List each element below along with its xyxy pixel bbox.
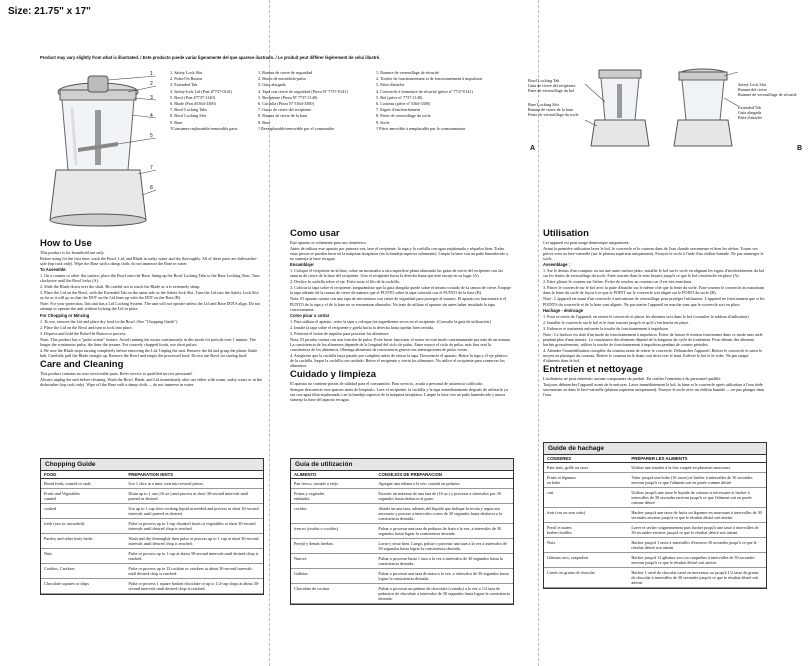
hint-cell: Use 1 slice at a time, torn into several pieces. (125, 479, 263, 489)
part-item: 9. Base (258, 119, 271, 125)
hint-cell: Hacher jusqu'à une tasse de fruits ou légumes en morceaux à intervalles de 30 secondes environ jusqu'à ce que le résultat désiré soit atteint. (628, 508, 766, 523)
hint-cell: Laver et sécher soigneusement puis hacher jusqu'à une tasse à intervalles de 30 secondes environ jusqu'à ce que le résultat désiré soit atteint. (628, 523, 766, 538)
section-title: Utilisation (543, 228, 589, 239)
subheading: Ensamblaje: (290, 262, 315, 268)
hint-cell: Utiliser jusqu'à une tasse le liquide de cuisson si nécessaire et hacher à intervalles de 30 secondes environ jusqu'à ce que l'aliment soit en purée comme désiré (628, 488, 766, 508)
hint-cell: Vider jusqu'à une boîte (16 onces) et hacher à intervalles de 30 secondes environ jusqu'à ce que l'aliment soit en purée comme désiré (628, 473, 766, 488)
column-header: CONSERES (544, 455, 628, 463)
size-title: Size: 21.75" x 17" (8, 6, 91, 17)
food-cell: cocidos (291, 504, 375, 524)
callout-label: Safety Lock Slot (738, 82, 767, 87)
column-french (543, 228, 765, 398)
paragraph: Avant la première utilisation laver le bol, le couvercle et le couteau dans de l'eau chaude savonneuse et bien les sécher. Toutes ces pièces vont au lave-vaisselle (sur le plateau supérieur uniquement). Essuyer le socle à l'aide d'un chiffon humide. Ne pas immerger le socle. (543, 246, 764, 262)
part-item: 5. Bol (pièce nº 7737-1140) (376, 94, 423, 100)
table-row (41, 489, 263, 504)
part-item: 7. Ergots d'enclenchement (376, 107, 421, 113)
guide-body (41, 479, 263, 594)
step: 4. Attendre l'immobilisation complète du couteau avant de retirer le couvercle. Débrancher l'appareil. Retirer le couvercle et saisir le moyeu en plastique du couteau. Retirer le couteau en le tirant tout droit vers le haut. Enlever le bol et le vider. Ne pas ranger d'aliments dans le bol. (543, 347, 763, 363)
step: 3. Enfoncer et maintenir enfoncée la touche de fonctionnement à impulsion. (543, 325, 669, 331)
part-item: 3. Extended Tab (170, 82, 198, 88)
svg-text:8: 8 (150, 185, 153, 191)
food-cell: cuit (544, 488, 628, 508)
food-cell: Chocolate de cocinar (291, 584, 375, 604)
food-cell: Cookies, Crackers (41, 564, 125, 579)
step: 2. Slide the Blade down over the shaft. Be careful not to touch the Blade as it is extremely sharp. (40, 284, 201, 290)
table-row (544, 508, 766, 523)
parts-list-en (170, 70, 237, 132)
food-cell: Carrés ou grains de chocolat (544, 568, 628, 588)
column-header: ALIMENTO (291, 471, 375, 479)
hint-cell: Pulsar o procesar una taza de masa a la vez, a intervalos de 30 segundos hasta lograr la consistencia deseada. (375, 569, 513, 584)
paragraph: Cet appareil est pour usage domestique uniquement. (543, 240, 630, 245)
step: 3. Presione el botón de impulso para procesar los alimentos. (290, 330, 390, 336)
table-row (41, 549, 263, 564)
section-title: Como usar (290, 228, 340, 239)
step: 3. Depress and hold the Pulse/On Button to process. (40, 330, 127, 336)
part-item: 4. Couvercle à fermeture de sécurité (pièce nº 7737-0141) (376, 88, 473, 94)
note: Note: For your protection, this unit has a Lid Locking System. The unit will not operate unless the Lid and Base DOTS align. Do not attempt to operate the unit without locking the Lid in place. (40, 301, 261, 312)
part-item: 6. Couteau (pièce nº 5364-3300) (376, 101, 431, 107)
callout-label: Extended Tab (738, 105, 762, 110)
note: Note: This product has a "pulse action" feature. Avoid running the motor continuously in this mode for periods over 1 minute. The longer the continuous pulse, the finer the texture. For coarsely chopped foods, use short pulses. (40, 336, 256, 347)
note: Nota: El picador cuenta con una función de pulso. Evite hacer funcionar el motor en este modo continuamente por más de un minuto. La consistencia de los alimentos depende de la longitud del ciclo de pulso. Entre mayor el ciclo de pulso, más fina será la consistencia de los alimentos. Obtenga alimentos de consistencia gruesa con interrupciones de pulso cortas. (290, 336, 511, 352)
step: 2. Deslice la cuchilla sobre el eje. Evite tocar el filo de la cuchilla. (290, 279, 400, 285)
table-row (41, 534, 263, 549)
step: 1. Para utilizar el aparato, retire la tapa y coloque los ingredientes secos en el recipiente. (Consulte la guía de utilización.) (290, 318, 492, 324)
callouts-left (528, 78, 588, 117)
hint-cell: Utiliser une tranche à la fois coupée en plusieurs morceaux (628, 463, 766, 473)
part-item: 5. Recipiente (Pieza Nº 7737-1140) (258, 94, 318, 100)
part-item: 1. Safety Lock Slot (170, 70, 203, 75)
parts-list-fr (376, 70, 482, 132)
svg-text:2: 2 (150, 81, 153, 87)
hint-cell: Escurrir un máximo de una lata de (16 oz.) y procesar a intervalos por 30 segundos hasta deshacer al gusto (375, 489, 513, 504)
note: Note : Le hachoir est doté d'un mode de fonctionnement à impulsion. Éviter de laisser le moteur fonctionner dans ce mode sans arrêt pendant plus d'une minute. La consistance des aliments dépend de la longueur du cycle de traitement. Pour obtenir des aliments hachés grossièrement, utiliser la touche de fonctionnement à impulsion pendant de courtes périodes. (543, 331, 763, 347)
paragraph: Antes de utilizar este aparato por primera vez, lave el recipiente, la tapa y la cuchilla con agua enjabonada y séquelos bien. Todas estas piezas se pueden lavar en la máquina lavaplatos (en la bandeja superior solamente). Limpie la base con un paño humedecido y no sumerja la base en agua. (290, 246, 509, 262)
column-header: PRÉPARER LES ALIMENTS (628, 455, 766, 463)
step: 1. On a counter or other flat surface, place the Bowl onto the Base, lining up the Bowl Locking Tabs to the Base Locking Slots. Turn clockwise until the Bowl locks (A). (40, 273, 260, 284)
food-cell: Galletas (291, 569, 375, 584)
hint-cell: Pulsar o procesar hasta 1 taza a la vez a intervalos de 30 segundos hasta la consistencia deseada. (375, 554, 513, 569)
step: 1. To use, remove the Lid and place dry food in the Bowl. (See "Chopping Guide"). (40, 318, 179, 324)
part-item: 3. Patte d'attache (376, 82, 405, 88)
hint-cell: Pulse or process up to 12 cookies or crackers at about 30-second intervals until desired chop is reached. (125, 564, 263, 579)
hint-cell: Pulsar o procesar una taza de pedazos de fruta a la vez, a intervalos de 30 segundos hasta lograr la consistencia deseada. (375, 524, 513, 539)
section-title: Cuidado y limpieza (290, 369, 377, 381)
part-item: 9. Socle (376, 119, 390, 125)
food-cell: frais (cru ou non cuits) (544, 508, 628, 523)
part-item: 8. Bowl Locking Slot (170, 113, 207, 119)
part-item: 6. Blade (Part #5364-3300) (170, 101, 216, 107)
column-header: CONSEJOS DE PREPARACION (375, 471, 513, 479)
table-row (291, 584, 513, 604)
callouts-right (738, 82, 803, 120)
food-cell: frescos (crudos o cocidos) (291, 524, 375, 539)
food-cell: Fruits and Vegetables canned (41, 489, 125, 504)
food-cell: Gâteaux secs, craquelins (544, 553, 628, 568)
table-row (291, 489, 513, 504)
food-cell: Noix (544, 538, 628, 553)
paragraph: This product is for household use only. (40, 250, 105, 255)
food-cell: Perejil y demás hierbas (291, 539, 375, 554)
table-row (41, 579, 263, 594)
svg-text:5: 5 (150, 133, 153, 139)
callout-label: Bowl Locking Tab (528, 78, 560, 83)
paragraph: L'utilisateur ne peut entretenir aucune composante du produit. En confier l'entretien à du personnel qualifié. (543, 376, 722, 382)
part-item: 7. Guías de cierre del recipiente (258, 107, 312, 113)
callout-label: Patte de verrouillage du bol (528, 88, 575, 93)
diagram-a-label: A (530, 145, 536, 152)
table-row (291, 554, 513, 569)
paragraph: This product contains no user serviceable parts. Refer service to qualified service personnel. (40, 370, 193, 376)
svg-text:7: 7 (150, 165, 153, 171)
column-spanish (290, 228, 512, 403)
food-cell: Nuts (41, 549, 125, 564)
food-cell: Nueces (291, 554, 375, 569)
part-item: 9. Base (170, 119, 183, 125)
food-cell: cooked (41, 504, 125, 519)
table-row (291, 524, 513, 539)
table-title: Chopping Guide (41, 459, 263, 471)
part-item: 4. Tapa con cierre de seguridad (Pieza Nº 7737-0141) (258, 88, 348, 94)
part-item: † Reemplazable/removible por el consumidor (258, 125, 335, 131)
table-row (291, 569, 513, 584)
table-row (544, 523, 766, 538)
table-row (544, 488, 766, 508)
part-item: 6. Cuchilla (Pieza Nº 5364-3300) (258, 101, 314, 107)
subheading: Assemblage : (543, 262, 570, 268)
part-item: 2. Touche de fonctionnement et de fonctionnement à impulsion (376, 76, 482, 82)
food-cell: Bread fresh, toasted or stale (41, 479, 125, 489)
callout-label: Fente de verrouillage du socle (528, 112, 579, 117)
callout-label: Patte d'attache (738, 115, 763, 120)
food-cell: Parsley and other leafy herbs (41, 534, 125, 549)
table-row (544, 568, 766, 588)
food-chopper-illustration (38, 70, 158, 230)
table-row (544, 473, 766, 488)
hint-cell: Pulse or process up to 1 cup at about 30-second intervals until desired chop is reached. (125, 549, 263, 564)
step: 2. Installer le couvercle sur le bol et le faire tourner jusqu'à ce qu'il s'enclenche en place. (543, 319, 690, 325)
paragraph: Before using for the first time, wash the Bowl, Lid, and Blade in sudsy water and dry thoroughly. All of these parts are dishwasher-safe (top rack only). Wipe the Base with a damp cloth; do not immerse the Base in water. (40, 256, 258, 267)
part-item: 5. Bowl (Part #7737-1140) (170, 94, 215, 100)
part-item: 1. Rainure de verrouillage de sécurité (376, 70, 439, 75)
table-row (41, 519, 263, 534)
guide-body (544, 463, 766, 588)
hint-cell: Wash and dry thoroughly then pulse or process up to 1 cup at short 30-second intervals until desired chop is reached. (125, 534, 263, 549)
step: 4. Asegúrese que la cuchilla haya parado por completo antes de retirar la tapa. Desconecte el aparato. Retire la tapa y el eje plástico de la cuchilla. Saque la cuchilla con cuidado. Retire el recipiente y vierta los alimentos. No utilice el recipiente para conservar los alimentos. (290, 352, 508, 369)
guia-de-utilizacion-table (290, 458, 514, 605)
diagram-b-illustration (668, 62, 738, 154)
table-title: Guide de hachage (544, 443, 766, 455)
step: 3. Colocar la tapa sobre el recipiente, asegurándose que la guía alargada quede sobre el mismo costado de la ranura de cierre. Empuje la tapa adentro de la ranura de cierre de manera que el PUNTO sobre la tapa coincida con el PUNTO de la base (B). (290, 285, 512, 296)
hint-cell: Drain up to 1 can (16 oz.) and process at short 30-second intervals until pureed as desired. (125, 489, 263, 504)
step: 4. Be sure the Blade stops turning completely before removing the Lid. Unplug the unit. Remove the lid and grasp the plastic blade hub. Carefully pull the Blade straight up. Remove the Bowl and empty the processed food. Do not use Bowl for storing food. (40, 347, 258, 358)
section-title: Entretien et nettoyage (543, 364, 643, 376)
parts-list-es (258, 70, 348, 132)
section-title: How to Use (40, 238, 92, 249)
step: 2. Place the Lid on the Bowl and turn to lock into place. (40, 324, 133, 330)
hint-cell: Añadir un una taza, además del líquido que indique la receta y según sea necesario y procese a intervalos cortos de 30 segundos hasta deshacer a la consistencia deseada. (375, 504, 513, 524)
part-item: 2. Pulse/On Button (170, 76, 202, 82)
callout-label: Rainure de verrouillage de sécurité (738, 92, 797, 97)
food-cell: Fruits et légumes en boîte (544, 473, 628, 488)
step: 1. Coloque el recipiente en la base, sobre un mostrador u otra superficie plana alineando las guías de cierre del recipiente con las ranuras de cierre de la base del recipiente. Gire el recipiente hacia la derecha hasta que éste encaje en su lugar (A). (290, 268, 503, 279)
subheading: Hachage - émincage (543, 307, 584, 313)
table-row (291, 504, 513, 524)
part-item: 4. Safety-lock Lid (Part #7737-0141) (170, 88, 233, 94)
food-cell: Persil et autres herbes-feuilles (544, 523, 628, 538)
note: Note : L'appareil est muni d'un couvercle à mécanisme de verrouillage pour protéger l'utilisateur. L'appareil ne fonctionnera que si les POINTS du couvercle et de la base sont alignés. Ne pas mettre l'appareil en marche sans que le couvercle soit en place. (543, 296, 765, 307)
table-row (41, 564, 263, 579)
hint-cell: Pulse or process 1 square broken chocolate or up to 1/2-cup chips at about 30-second intervals until desired chop is reached. (125, 579, 263, 594)
diagram-b-label: B (797, 145, 803, 152)
paragraph: Este aparato es solamente para uso doméstico. (290, 240, 367, 245)
svg-text:4: 4 (150, 113, 153, 119)
table-row (291, 539, 513, 554)
table-row (544, 463, 766, 473)
column-english (40, 238, 262, 388)
hint-cell: Pulse or process up to 1 cup chunked fruits or vegetables at short 30-second intervals until desired chop is reached. (125, 519, 263, 534)
food-cell: fresh (raw or uncooked) (41, 519, 125, 534)
part-item: †Consumer replaceable/removable parts (170, 125, 238, 131)
column-header: FOOD (41, 471, 125, 479)
svg-text:3: 3 (150, 95, 153, 101)
guide-body (291, 479, 513, 604)
callout-label: Ranura de cierre de la base (528, 107, 574, 112)
paragraph: Toujours débrancher l'appareil avant de le nettoyer. Laver immédiatement le bol, la lame et le couvercle après utilisation à l'eau tiède savonneuse ou dans le lave-vaisselle (plateau supérieur uniquement). Essuyer le socle avec un chiffon humide — ne pas plonger dans l'eau. (543, 382, 765, 398)
callout-label: Ranura del cierre (738, 87, 767, 92)
step: 2. Faire glisser le couteau sur l'arbre. Éviter de toucher au couteau car il est très tranchant. (543, 279, 692, 285)
subheading: To Assemble: (40, 267, 67, 273)
table-row (544, 538, 766, 553)
hint-cell: Lavar y secar bien. Luego, pulsar o procesar una taza a la vez a intervalos de 30 segundos hasta lograr la consistencia deseada. (375, 539, 513, 554)
part-item: † Pièce amovible à remplacable par le consommateur (376, 125, 466, 131)
callout-label: Guía de cierre del recipiente (528, 83, 576, 88)
part-item: 3. Guía alargada (258, 82, 286, 88)
note: Nota: El aparato cuenta con una tapa de mecanismo con cierre de seguridad para proteger al usuario. El aparato no funcionará si el PUNTO de la tapa y el de la base no se encuentran alineados. No trate de utilizar el aparato sin antes haber instalado la tapa correctamente. (290, 296, 507, 312)
column-header: PREPARATION HINTS (125, 471, 263, 479)
hint-cell: Agregue una rebana a la vez, cortada en pedazos (375, 479, 513, 489)
paragraph: Always unplug the unit before cleaning. Wash the Bowl, Blade, and Lid immediately after use either with warm, sudsy water or in the dishwasher (top rack only). Wipe off the Base with a damp cloth — do not immerse in water. (40, 376, 262, 387)
diagram-a-illustration (585, 62, 655, 154)
step: 1. Sur le dessus d'un comptoir ou sur une autre surface plate, installer le bol sur le socle en alignant les ergots d'enclenchement du bol sur les fentes de verrouillage du socle. Faire tourner dans le sens horaire jusqu'à ce que le bol s'enclenche en place (A). (543, 268, 765, 279)
guide-de-hachage-table (543, 442, 767, 589)
subheading: For Chopping or Mincing (40, 312, 90, 318)
food-cell: Chocolate squares or chips (41, 579, 125, 594)
step: 1. Pour se servir de l'appareil, en retirer le couvercle et placer les aliments secs dans le bol (consulter le tableau d'utilisation). (543, 313, 750, 319)
chopping-guide-table (40, 458, 264, 595)
hint-cell: Pulsar o procesar un pedazo de chocolate (cortado) a la vez o 1/2 taza de pedacitos de chocolate a intervalos de 30 segundos hasta lograr la consistencia deseada. (375, 584, 513, 604)
part-item: 8. Ranura de cierre de la base (258, 113, 308, 119)
step: 3. Placer le couvercle sur le bol avec la patte d'attache sur le même côté que la fente du socle. Faire tourner le couvercle au maximum dans la fente du socle de façon à ce que le POINT sur le couvercle soit aligné sur le POINT du socle (B). (543, 285, 765, 296)
food-cell: Frutas y vegetales enlatados (291, 489, 375, 504)
food-cell: Pain frais, grillé ou rassi (544, 463, 628, 473)
svg-text:1: 1 (150, 71, 153, 77)
hint-cell: Hacher jusqu'à 1 tasse à intervalles d'environ 30 secondes jusqu'à ce que le résultat désiré soit atteint (628, 538, 766, 553)
section-title: Care and Cleaning (40, 358, 124, 370)
paragraph: Siempre desconecte este aparato antes de limpiarlo. Lave el recipiente, la cuchilla y la tapa inmediatamente después de utilizarlo ya sea con agua tibia enjabonada o en la bandeja superior de la máquina lavaplatos. Limpie la base con un paño humedecido y nunca sumerja la base del aparato en agua. (290, 387, 508, 403)
part-item: 7. Bowl Locking Tabs (170, 107, 208, 113)
part-item: 1. Ranura de cierre de seguridad (258, 70, 313, 75)
table-title: Guía de utilización (291, 459, 513, 471)
callout-label: Guía alargada (738, 110, 762, 115)
hint-cell: Hacher 1 carré de chocolat cassé en morceaux ou jusqu'à 1/2 tasse de grains de chocolat à intervalles de 30 secondes jusqu'à ce que le résultat désiré soit atteint. (628, 568, 766, 588)
table-row (291, 479, 513, 489)
part-item: 8. Fente de verrouillage du socle (376, 113, 431, 119)
step: 2. Instale la tapa sobre el recipiente y gírela hacia la derecha hasta quedar bien cerrada. (290, 324, 435, 330)
table-row (41, 504, 263, 519)
callout-label: Base Locking Slot (528, 102, 559, 107)
paragraph: El aparato no contiene piezas de utilidad para el consumidor. Para servicio, acuda a personal de asistencia calificado. (290, 381, 484, 387)
hint-cell: Use up to 1 cup slice cooking liquid as needed and process at short 30-second intervals until pureed as desired. (125, 504, 263, 519)
part-item: 2. Botón de encendido-pulso (258, 76, 307, 82)
subheading: Como picar o cortar (290, 312, 330, 318)
hint-cell: Hacher jusqu'à 12 gâteaux secs ou craquelins à intervalles de 30 secondes environ jusqu'à ce que le résultat désiré soit atteint. (628, 553, 766, 568)
food-cell: Pan fresco, tostado o viejo (291, 479, 375, 489)
table-row (41, 479, 263, 489)
step: 3. Place the Lid on the Bowl, with the Extended Tab on the same side as the Safety-lock Slot. Turn the Lid into the Safety Lock Slot as far as it will go so that the DOT on the Lid lines up with the DOT on the Base (B). (40, 290, 259, 301)
product-variation-note: Product may vary slightly from what is illustrated. / Este producto puede variar ligeramente del que aparece ilustrado. / Le produit peut différer légèrement de celui illustré. (40, 55, 381, 60)
table-row (544, 553, 766, 568)
